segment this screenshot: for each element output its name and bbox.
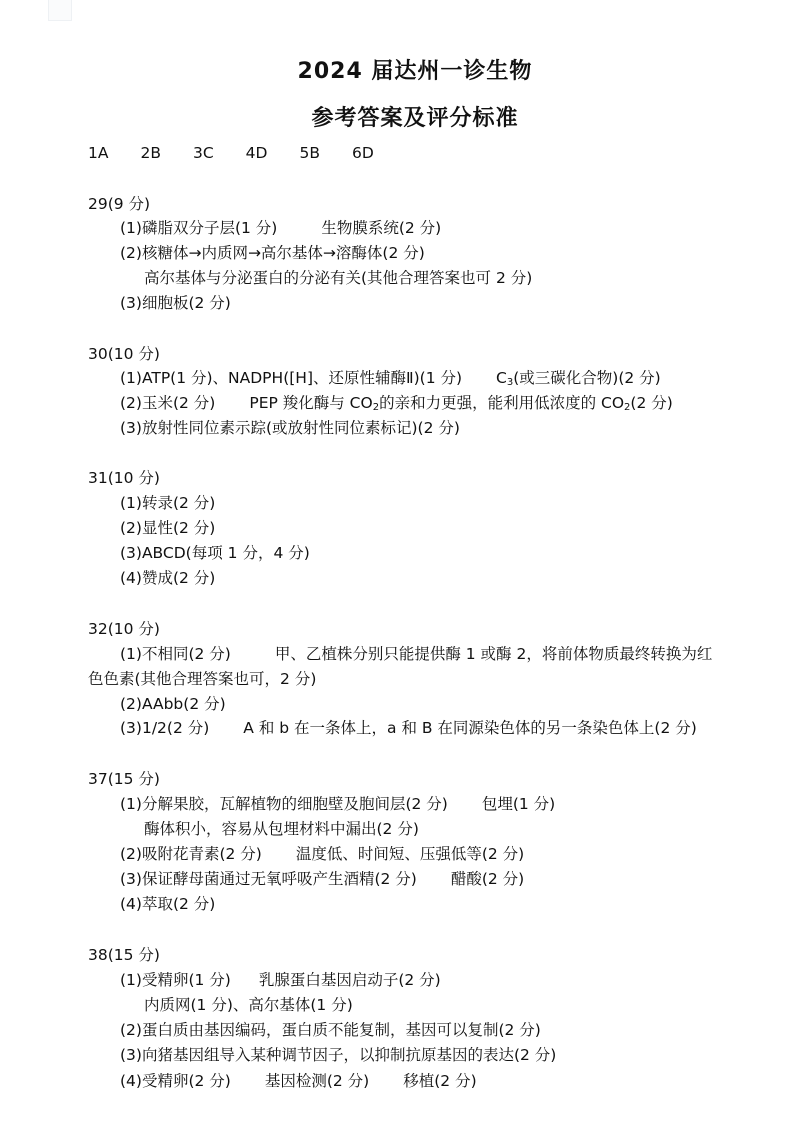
q31-answer-2: (2)显性(2 分) xyxy=(120,519,216,537)
page-title: 2024 届达州一诊生物 xyxy=(297,59,533,84)
q37-answer-1-note: 酶体积小，容易从包埋材料中漏出(2 分) xyxy=(144,820,419,838)
q31-answer-3: (3)ABCD(每项 1 分，4 分) xyxy=(120,544,310,562)
q37-answer-3b: 醋酸(2 分) xyxy=(450,870,525,888)
q29-answer-3: (3)细胞板(2 分) xyxy=(120,294,231,312)
q38-answer-2: (2)蛋白质由基因编码，蛋白质不能复制，基因可以复制(2 分) xyxy=(120,1021,541,1039)
q30-answer-1a: (1)ATP(1 分)、NADPH([H]、还原性辅酶Ⅱ)(1 分) xyxy=(120,369,463,387)
q31-answer-1: (1)转录(2 分) xyxy=(120,494,216,512)
q29-answer-2-note: 高尔基体与分泌蛋白的分泌有关(其他合理答案也可 2 分) xyxy=(144,269,533,287)
q30-answer-1b-pre: C xyxy=(496,369,507,387)
q30-answer-2b-sub: 2 xyxy=(372,402,380,413)
q29-answer-2: (2)核糖体→内质网→高尔基体→溶酶体(2 分) xyxy=(120,244,425,262)
q37-answer-2a: (2)吸附花青素(2 分) xyxy=(120,845,262,863)
q38-answer-1 xyxy=(120,970,441,990)
q29-heading: 29(9 分) xyxy=(88,195,151,213)
q30-answer-3: (3)放射性同位素示踪(或放射性同位素标记)(2 分) xyxy=(120,419,460,437)
page-subtitle: 参考答案及评分标准 xyxy=(311,106,519,131)
q30-answer-2 xyxy=(120,393,673,418)
q37-answer-2 xyxy=(120,844,524,864)
q38-answer-4b: 基因检测(2 分) xyxy=(264,1072,370,1090)
q37-answer-2b: 温度低、时间短、压强低等(2 分) xyxy=(295,845,525,863)
q30-answer-1 xyxy=(120,368,661,393)
q32-answer-1-cont: 色色素(其他合理答案也可，2 分) xyxy=(88,670,317,688)
q38-answer-1-note: 内质网(1 分)、高尔基体(1 分) xyxy=(144,996,353,1014)
q29-answer-1b: 生物膜系统(2 分) xyxy=(321,219,442,237)
mcq-answer: 2B xyxy=(140,144,161,162)
mcq-answer: 5B xyxy=(299,144,320,162)
q37-heading: 37(15 分) xyxy=(88,770,160,788)
q30-answer-2b-sub2: 2 xyxy=(624,402,631,413)
q30-answer-2b-post: (2 分) xyxy=(630,394,673,412)
q37-answer-4: (4)萃取(2 分) xyxy=(120,895,216,913)
q31-heading: 31(10 分) xyxy=(88,469,160,487)
q30-answer-2b-mid: 的亲和力更强，能利用低浓度的 CO xyxy=(379,394,625,412)
q30-answer-2b-pre: PEP 羧化酶与 CO xyxy=(249,394,373,412)
q31-answer-4: (4)赞成(2 分) xyxy=(120,569,216,587)
q37-answer-1 xyxy=(120,794,555,814)
q32-answer-1 xyxy=(120,644,712,664)
q37-answer-3a: (3)保证酵母菌通过无氧呼吸产生酒精(2 分) xyxy=(120,870,417,888)
q29-answer-1a: (1)磷脂双分子层(1 分) xyxy=(120,219,278,237)
q32-answer-3a: (3)1/2(2 分) xyxy=(120,719,210,737)
q30-heading: 30(10 分) xyxy=(88,345,160,363)
mcq-answer: 4D xyxy=(245,144,268,162)
q38-answer-1a: (1)受精卵(1 分) xyxy=(120,971,231,989)
mcq-answer: 1A xyxy=(88,144,109,162)
q29-answer-1 xyxy=(120,218,441,238)
mcq-answers xyxy=(88,144,406,162)
q37-answer-1a: (1)分解果胶，瓦解植物的细胞壁及胞间层(2 分) xyxy=(120,795,448,813)
q38-heading: 38(15 分) xyxy=(88,946,160,964)
q38-answer-1b: 乳腺蛋白基因启动子(2 分) xyxy=(258,971,441,989)
mcq-answer: 3C xyxy=(192,144,214,162)
q32-answer-1b: 甲、乙植株分别只能提供酶 1 或酶 2，将前体物质最终转换为红 xyxy=(274,645,713,663)
q30-answer-2a: (2)玉米(2 分) xyxy=(120,394,216,412)
q38-answer-4 xyxy=(120,1071,477,1091)
q32-answer-1a: (1)不相同(2 分) xyxy=(120,645,231,663)
q38-answer-4a: (4)受精卵(2 分) xyxy=(120,1072,231,1090)
scan-corner-mark xyxy=(48,0,72,21)
q32-answer-2: (2)AAbb(2 分) xyxy=(120,695,226,713)
q38-answer-4c: 移植(2 分) xyxy=(403,1072,477,1090)
q38-answer-3: (3)向猪基因组导入某种调节因子，以抑制抗原基因的表达(2 分) xyxy=(120,1046,557,1064)
q37-answer-1b: 包埋(1 分) xyxy=(481,795,556,813)
q32-heading: 32(10 分) xyxy=(88,620,160,638)
mcq-answer: 6D xyxy=(351,144,374,162)
q32-answer-3b: A 和 b 在一条体上，a 和 B 在同源染色体的另一条染色体上(2 分) xyxy=(243,719,697,737)
q32-answer-3 xyxy=(120,718,697,738)
q37-answer-3 xyxy=(120,869,524,889)
q30-answer-1b-post: (或三碳化合物)(2 分) xyxy=(513,369,661,387)
q30-answer-1b-sub: 3 xyxy=(506,377,514,388)
